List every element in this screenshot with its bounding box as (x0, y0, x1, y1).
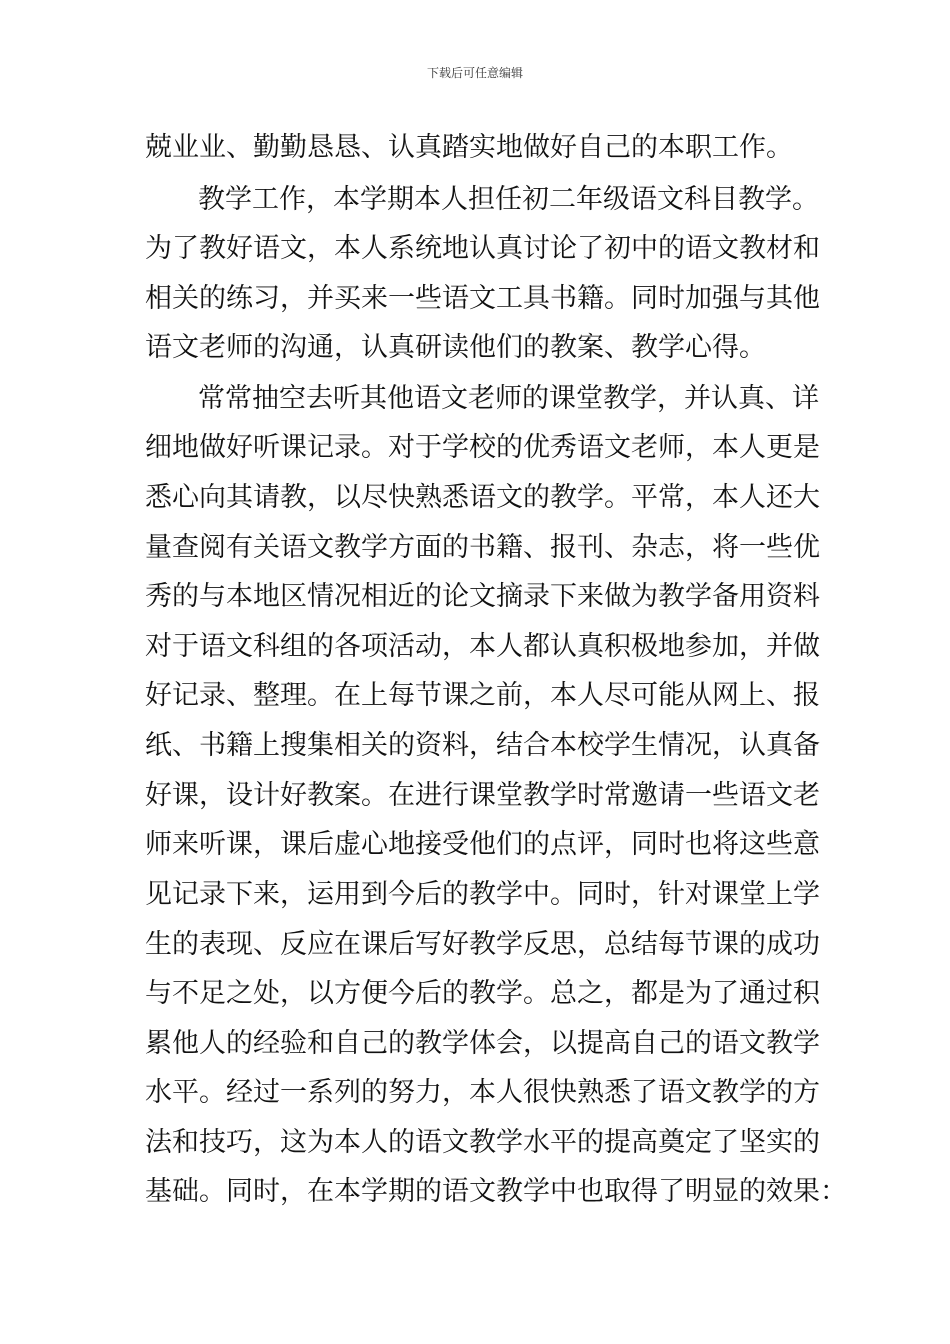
body-line (0, 771, 950, 821)
body-line (0, 323, 950, 373)
body-line (0, 622, 950, 672)
body-line (0, 1019, 950, 1069)
body-line-text: 见记录下来，运用到今后的教学中。同时，针对课堂上学 (145, 879, 820, 910)
body-line (0, 1068, 950, 1118)
body-line (0, 721, 950, 771)
body-line (0, 1167, 950, 1217)
body-line (0, 870, 950, 920)
body-line (0, 224, 950, 274)
body-line-text: 为了教好语文，本人系统地认真讨论了初中的语文教材和 (145, 233, 820, 264)
body-line (0, 1118, 950, 1168)
body-line (0, 523, 950, 573)
body-line (0, 671, 950, 721)
body-line-text: 细地做好听课记录。对于学校的优秀语文老师，本人更是 (145, 432, 820, 463)
body-line-text: 与不足之处，以方便今后的教学。总之，都是为了通过积 (145, 978, 820, 1009)
body-line-text: 纸、书籍上搜集相关的资料，结合本校学生情况，认真备 (145, 730, 820, 761)
body-line-text: 教学工作，本学期本人担任初二年级语文科目教学。 (198, 184, 819, 215)
body-line (0, 969, 950, 1019)
body-line (0, 572, 950, 622)
body-line-text: 累他人的经验和自己的教学体会，以提高自己的语文教学 (145, 1028, 820, 1059)
body-line (0, 123, 950, 173)
body-line-text: 法和技巧，这为本人的语文教学水平的提高奠定了坚实的 (145, 1127, 820, 1158)
body-line (0, 175, 950, 225)
body-line-text: 相关的练习，并买来一些语文工具书籍。同时加强与其他 (145, 283, 820, 314)
body-line-text: 语文老师的沟通，认真研读他们的教案、教学心得。 (145, 332, 766, 363)
body-line (0, 920, 950, 970)
body-line-text: 悉心向其请教，以尽快熟悉语文的教学。平常，本人还大 (145, 482, 820, 513)
page-header: 下载后可任意编辑 (426, 66, 523, 80)
body-line-text: 量查阅有关语文教学方面的书籍、报刊、杂志，将一些优 (145, 532, 820, 563)
body-line-text: 基础。同时，在本学期的语文教学中也取得了明显的效果： (145, 1176, 847, 1207)
body-line-text: 对于语文科组的各项活动，本人都认真积极地参加，并做 (145, 631, 820, 662)
body-line (0, 374, 950, 424)
body-line-text: 水平。经过一系列的努力，本人很快熟悉了语文教学的方 (145, 1077, 820, 1108)
body-line (0, 820, 950, 870)
body-line-text: 常常抽空去听其他语文老师的课堂教学，并认真、详 (198, 383, 819, 414)
body-line-text: 兢业业、勤勤恳恳、认真踏实地做好自己的本职工作。 (145, 132, 793, 163)
body-line-text: 师来听课，课后虚心地接受他们的点评，同时也将这些意 (145, 829, 820, 860)
body-line-text: 秀的与本地区情况相近的论文摘录下来做为教学备用资料 (145, 581, 820, 612)
body-line-text: 好课，设计好教案。在进行课堂教学时常邀请一些语文老 (145, 780, 820, 811)
body-line (0, 423, 950, 473)
body-line (0, 473, 950, 523)
body-line-text: 好记录、整理。在上每节课之前，本人尽可能从网上、报 (145, 680, 820, 711)
body-line-text: 生的表现、反应在课后写好教学反思，总结每节课的成功 (145, 929, 820, 960)
body-line (0, 274, 950, 324)
